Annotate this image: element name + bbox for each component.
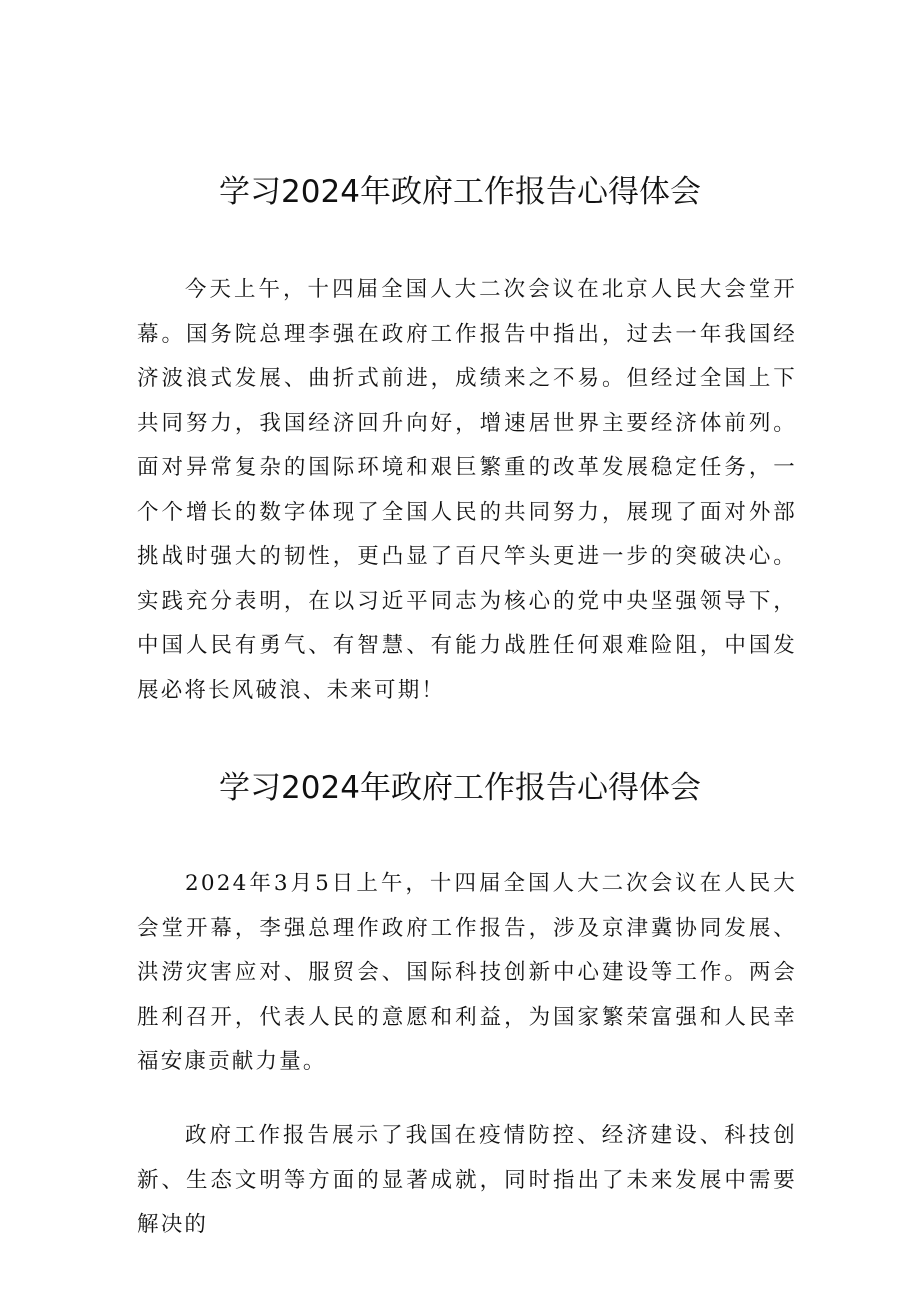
- section-title: 学习2024年政府工作报告心得体会: [219, 770, 701, 806]
- body-paragraph: 政府工作报告展示了我国在疫情防控、经济建设、科技创新、生态文明等方面的显著成就，同时指出了未来发展中需要解决的: [137, 1123, 797, 1237]
- body-paragraph: 2024年3月5日上午，十四届全国人大二次会议在人民大会堂开幕，李强总理作政府工作报告，涉及京津冀协同发展、洪涝灾害应对、服贸会、国际科技创新中心建设等工作。两会胜利召开，代表人民的意愿和利益，为国家繁荣富强和人民幸福安康贡献力量。: [137, 871, 797, 1074]
- section-title: 学习2024年政府工作报告心得体会: [219, 174, 701, 210]
- body-paragraph: 今天上午，十四届全国人大二次会议在北京人民大会堂开幕。国务院总理李强在政府工作报告中指出，过去一年我国经济波浪式发展、曲折式前进，成绩来之不易。但经过全国上下共同努力，我国经济回升向好，增速居世界主要经济体前列。面对异常复杂的国际环境和艰巨繁重的改革发展稳定任务，一个个增长的数字体现了全国人民的共同努力，展现了面对外部挑战时强大的韧性，更凸显了百尺竿头更进一步的突破决心。实践充分表明，在以习近平同志为核心的党中央坚强领导下，中国人民有勇气、有智慧、有能力战胜任何艰难险阻，中国发展必将长风破浪、未来可期！: [137, 277, 797, 703]
